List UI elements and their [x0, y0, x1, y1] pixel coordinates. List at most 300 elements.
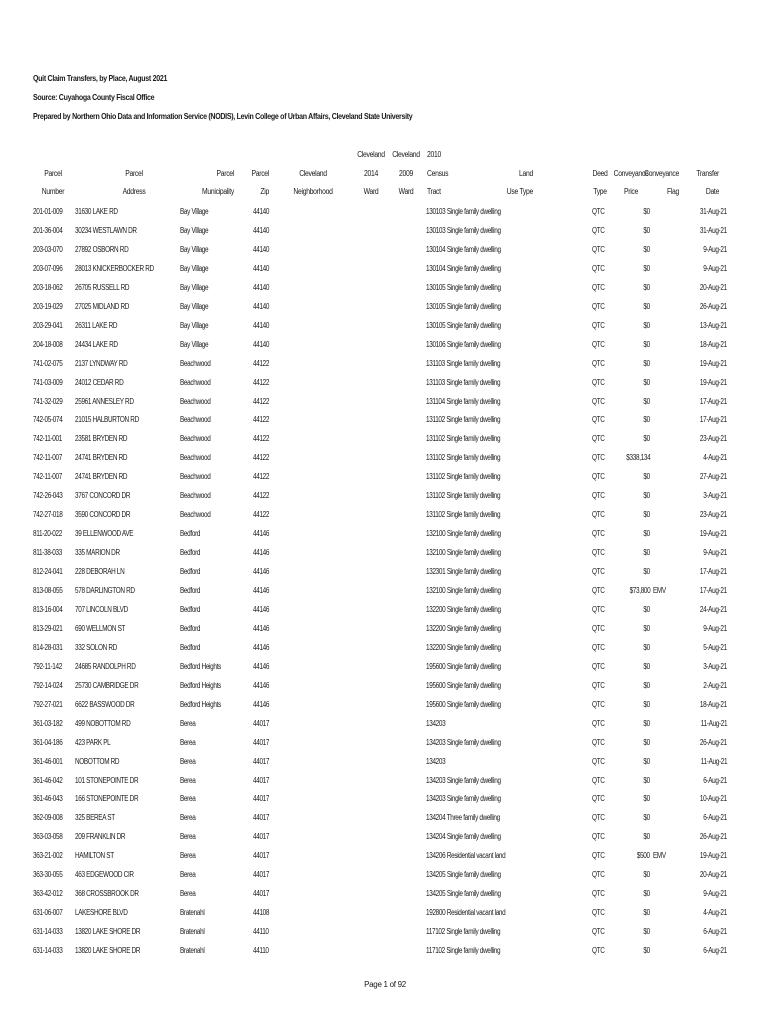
tract-land-use: 134203 [426, 756, 446, 766]
price: $0 [643, 794, 650, 804]
price: $0 [643, 377, 650, 387]
municipality: Berea [180, 813, 196, 823]
parcel-number: 631-14-033 [33, 927, 63, 937]
price: $0 [643, 320, 650, 330]
parcel-number: 361-46-042 [33, 775, 63, 785]
deed-type: QTC [592, 301, 605, 311]
zip: 44146 [253, 699, 270, 709]
column-header-municipality: Municipality [202, 187, 234, 197]
tract-land-use: 130103 Single family dwelling [426, 207, 501, 216]
parcel-number: 814-28-031 [33, 642, 63, 652]
price: $0 [643, 548, 650, 558]
deed-type: QTC [592, 377, 605, 387]
municipality: Beachwood [180, 491, 211, 501]
tract-land-use: 134206 Residential vacant land [426, 851, 506, 861]
municipality: Bedford [180, 586, 201, 595]
price: $0 [643, 661, 650, 671]
deed-type: QTC [592, 358, 605, 368]
tract-land-use: 134204 Three family dwelling [426, 813, 500, 823]
parcel-address: 28013 KNICKERBOCKER RD [75, 263, 154, 273]
zip: 44017 [253, 889, 270, 899]
price: $0 [643, 396, 650, 406]
municipality: Bratenahl [180, 927, 205, 937]
transfer-date: 18-Aug-21 [700, 699, 727, 709]
table-row [0, 203, 770, 222]
transfer-date: 20-Aug-21 [700, 282, 727, 292]
deed-type: QTC [592, 320, 605, 330]
parcel-number: 631-14-033 [33, 946, 63, 956]
parcel-address: 3767 CONCORD DR [75, 491, 131, 501]
deed-type: QTC [592, 472, 605, 482]
deed-type: QTC [592, 396, 605, 406]
parcel-number: 813-16-004 [33, 604, 63, 614]
table-row [0, 715, 770, 734]
transfer-date: 17-Aug-21 [700, 586, 727, 595]
transfer-date: 17-Aug-21 [700, 567, 727, 577]
transfer-date: 23-Aug-21 [700, 510, 727, 520]
transfer-date: 23-Aug-21 [700, 434, 727, 444]
municipality: Bratenahl [180, 946, 205, 956]
report-preparer: Prepared by Northern Ohio Data and Information Service (NODIS), Levin College of Urban Affairs, Cleveland State University [33, 111, 413, 121]
parcel-address: 25730 CAMBRIDGE DR [75, 680, 139, 690]
table-row [0, 658, 770, 677]
parcel-address: 3590 CONCORD DR [75, 510, 131, 520]
zip: 44017 [253, 775, 270, 785]
parcel-number: 361-04-186 [33, 737, 63, 747]
table-row [0, 677, 770, 696]
parcel-number: 742-11-001 [33, 434, 62, 444]
municipality: Berea [180, 851, 196, 861]
transfer-date: 31-Aug-21 [700, 207, 727, 216]
parcel-address: LAKESHORE BLVD [75, 908, 128, 918]
deed-type: QTC [592, 263, 605, 273]
price: $0 [643, 510, 650, 520]
zip: 44146 [253, 680, 270, 690]
deed-type: QTC [592, 207, 605, 216]
table-row [0, 790, 770, 809]
price: $0 [643, 699, 650, 709]
deed-type: QTC [592, 946, 605, 956]
zip: 44140 [253, 244, 270, 254]
parcel-number: 363-03-058 [33, 832, 63, 842]
parcel-number: 792-14-024 [33, 680, 63, 690]
transfer-date: 4-Aug-21 [703, 908, 727, 918]
tract-land-use: 130105 Single family dwelling [426, 282, 501, 292]
deed-type: QTC [592, 434, 605, 444]
price: $0 [643, 737, 650, 747]
tract-land-use: 134203 Single family dwelling [426, 775, 501, 785]
column-header-tract: Census [427, 168, 449, 178]
municipality: Bedford [180, 548, 201, 558]
table-row [0, 942, 770, 961]
deed-type: QTC [592, 623, 605, 633]
municipality: Bedford Heights [180, 699, 221, 709]
parcel-address: 368 CROSSBROOK DR [75, 889, 139, 899]
municipality: Bedford [180, 604, 201, 614]
municipality: Beachwood [180, 377, 211, 387]
tract-land-use: 132100 Single family dwelling [426, 586, 501, 595]
zip: 44110 [253, 927, 269, 937]
municipality: Berea [180, 870, 196, 880]
tract-land-use: 131102 Single family dwelling [426, 415, 501, 425]
parcel-address: 21015 HALBURTON RD [75, 415, 139, 425]
parcel-number: 203-07-096 [33, 263, 63, 273]
table-row [0, 449, 770, 468]
zip: 44122 [253, 472, 270, 482]
table-row [0, 298, 770, 317]
deed-type: QTC [592, 415, 605, 425]
zip: 44108 [253, 908, 270, 918]
tract-land-use: 132200 Single family dwelling [426, 604, 501, 614]
transfer-date: 17-Aug-21 [700, 396, 727, 406]
deed-type: QTC [592, 851, 605, 861]
transfer-date: 26-Aug-21 [700, 737, 727, 747]
zip: 44122 [253, 434, 270, 444]
zip: 44017 [253, 870, 270, 880]
deed-type: QTC [592, 453, 605, 463]
municipality: Beachwood [180, 434, 211, 444]
column-header-deed: Type [593, 187, 607, 197]
parcel-address: 6622 BASSWOOD DR [75, 699, 135, 709]
parcel-address: 2137 LYNDWAY RD [75, 358, 128, 368]
parcel-number: 741-02-075 [33, 358, 63, 368]
tract-land-use: 132200 Single family dwelling [426, 623, 501, 633]
report-title: Quit Claim Transfers, by Place, August 2021 [33, 73, 168, 83]
tract-land-use: 131103 Single family dwelling [426, 377, 501, 387]
price: $0 [643, 434, 650, 444]
municipality: Berea [180, 775, 196, 785]
tract-land-use: 131102 Single family dwelling [426, 453, 501, 463]
deed-type: QTC [592, 889, 605, 899]
municipality: Bedford Heights [180, 680, 221, 690]
municipality: Beachwood [180, 472, 211, 482]
zip: 44140 [253, 339, 270, 349]
parcel-number: 362-09-008 [33, 813, 63, 823]
parcel-address: 25961 ANNESLEY RD [75, 396, 134, 406]
table-row [0, 487, 770, 506]
municipality: Beachwood [180, 396, 211, 406]
parcel-number: 361-46-043 [33, 794, 63, 804]
parcel-address: 325 BEREA ST [75, 813, 115, 823]
zip: 44017 [253, 813, 270, 823]
price: $0 [643, 756, 650, 766]
parcel-number: 811-20-022 [33, 529, 62, 539]
municipality: Berea [180, 737, 196, 747]
price: $0 [643, 832, 650, 842]
tract-land-use: 134203 Single family dwelling [426, 794, 501, 804]
table-row [0, 260, 770, 279]
parcel-number: 203-29-041 [33, 320, 63, 330]
tract-land-use: 131102 Single family dwelling [426, 491, 501, 501]
zip: 44146 [253, 586, 270, 595]
deed-type: QTC [592, 586, 605, 595]
zip: 44146 [253, 623, 270, 633]
table-row [0, 374, 770, 393]
parcel-number: 742-27-018 [33, 510, 63, 520]
parcel-number: 742-05-074 [33, 415, 63, 425]
transfer-date: 4-Aug-21 [703, 453, 727, 463]
deed-type: QTC [592, 567, 605, 577]
parcel-address: 24741 BRYDEN RD [75, 472, 128, 482]
parcel-number: 742-11-007 [33, 472, 62, 482]
zip: 44122 [253, 396, 270, 406]
transfer-date: 3-Aug-21 [703, 491, 727, 501]
zip: 44122 [253, 377, 270, 387]
price: $0 [643, 718, 650, 728]
flag: EMV [653, 586, 666, 595]
column-header-ward2014: 2014 [364, 168, 378, 178]
municipality: Bay Village [180, 320, 209, 330]
parcel-address: 228 DEBORAH LN [75, 567, 125, 577]
price: $500 [637, 851, 650, 861]
tract-land-use: 130104 Single family dwelling [426, 263, 501, 273]
parcel-number: 742-26-043 [33, 491, 63, 501]
transfer-date: 19-Aug-21 [700, 377, 727, 387]
parcel-address: 39 ELLENWOOD AVE [75, 529, 134, 539]
municipality: Berea [180, 756, 196, 766]
table-row [0, 904, 770, 923]
municipality: Bedford [180, 567, 201, 577]
column-header-flag: Flag [666, 187, 679, 197]
parcel-address: 27892 OSBORN RD [75, 244, 129, 254]
transfer-date: 6-Aug-21 [703, 813, 727, 823]
tract-land-use: 134203 [426, 718, 446, 728]
table-row [0, 582, 770, 601]
municipality: Bedford [180, 623, 201, 633]
tract-land-use: 130105 Single family dwelling [426, 320, 501, 330]
parcel-number: 201-36-004 [33, 225, 63, 235]
parcel-number: 201-01-009 [33, 207, 63, 216]
zip: 44140 [253, 301, 270, 311]
deed-type: QTC [592, 908, 605, 918]
transfer-date: 3-Aug-21 [703, 661, 727, 671]
deed-type: QTC [592, 775, 605, 785]
table-row [0, 809, 770, 828]
price: $0 [643, 491, 650, 501]
tract-land-use: 132100 Single family dwelling [426, 529, 501, 539]
page-footer: Page 1 of 92 [364, 980, 406, 989]
tract-land-use: 131103 Single family dwelling [426, 358, 501, 368]
parcel-address: 30234 WESTLAWN DR [75, 225, 137, 235]
deed-type: QTC [592, 737, 605, 747]
municipality: Berea [180, 718, 196, 728]
parcel-number: 741-03-009 [33, 377, 63, 387]
price: $0 [643, 207, 650, 216]
parcel-address: 707 LINCOLN BLVD [75, 604, 128, 614]
price: $0 [643, 642, 650, 652]
price: $0 [643, 225, 650, 235]
column-header-tract: Tract [427, 187, 441, 197]
municipality: Bratenahl [180, 908, 205, 918]
report-source: Source: Cuyahoga County Fiscal Office [33, 92, 155, 102]
tract-land-use: 117102 Single family dwelling [426, 946, 501, 956]
transfer-date: 11-Aug-21 [700, 718, 727, 728]
zip: 44140 [253, 282, 270, 292]
table-row [0, 430, 770, 449]
zip: 44146 [253, 529, 270, 539]
deed-type: QTC [592, 661, 605, 671]
deed-type: QTC [592, 282, 605, 292]
table-row [0, 411, 770, 430]
deed-type: QTC [592, 491, 605, 501]
price: $0 [643, 870, 650, 880]
table-row [0, 563, 770, 582]
zip: 44146 [253, 604, 270, 614]
table-row [0, 772, 770, 791]
tract-land-use: 131102 Single family dwelling [426, 472, 501, 482]
price: $0 [643, 339, 650, 349]
tract-land-use: 134205 Single family dwelling [426, 889, 501, 899]
column-header-ward2014: Ward [363, 187, 379, 197]
table-row [0, 544, 770, 563]
deed-type: QTC [592, 813, 605, 823]
transfer-date: 19-Aug-21 [700, 529, 727, 539]
municipality: Berea [180, 832, 196, 842]
transfer-date: 10-Aug-21 [700, 794, 727, 804]
parcel-address: 26705 RUSSELL RD [75, 282, 130, 292]
table-row [0, 241, 770, 260]
zip: 44140 [253, 207, 270, 216]
transfer-date: 31-Aug-21 [700, 225, 727, 235]
table-row [0, 696, 770, 715]
parcel-address: 24434 LAKE RD [75, 339, 118, 349]
zip: 44146 [253, 642, 270, 652]
price: $0 [643, 472, 650, 482]
deed-type: QTC [592, 927, 605, 937]
parcel-address: NOBOTTOM RD [75, 756, 120, 766]
deed-type: QTC [592, 225, 605, 235]
tract-land-use: 117102 Single family dwelling [426, 927, 501, 937]
column-header-neighborhood: Cleveland [299, 168, 327, 178]
column-header-ward2009: Ward [398, 187, 414, 197]
zip: 44017 [253, 794, 270, 804]
table-row [0, 468, 770, 487]
municipality: Berea [180, 889, 196, 899]
municipality: Bedford [180, 529, 201, 539]
parcel-address: 13820 LAKE SHORE DR [75, 946, 141, 956]
column-header-flag: Conveyance [644, 168, 679, 178]
transfer-date: 13-Aug-21 [700, 320, 727, 330]
parcel-number: 741-32-029 [33, 396, 63, 406]
price: $0 [643, 358, 650, 368]
tract-land-use: 131102 Single family dwelling [426, 434, 501, 444]
price: $0 [643, 623, 650, 633]
table-row [0, 506, 770, 525]
municipality: Beachwood [180, 415, 211, 425]
tract-land-use: 130103 Single family dwelling [426, 225, 501, 235]
parcel-number: 363-21-002 [33, 851, 63, 861]
transfer-date: 27-Aug-21 [700, 472, 727, 482]
transfer-date: 9-Aug-21 [703, 263, 727, 273]
deed-type: QTC [592, 244, 605, 254]
parcel-number: 813-29-021 [33, 623, 63, 633]
transfer-date: 6-Aug-21 [703, 946, 727, 956]
price: $0 [643, 301, 650, 311]
parcel-number: 203-18-062 [33, 282, 63, 292]
transfer-date: 5-Aug-21 [703, 642, 727, 652]
zip: 44017 [253, 737, 270, 747]
zip: 44122 [253, 358, 270, 368]
price: $0 [643, 775, 650, 785]
tract-land-use: 134203 Single family dwelling [426, 737, 501, 747]
municipality: Bay Village [180, 263, 209, 273]
table-row [0, 336, 770, 355]
tract-land-use: 131102 Single family dwelling [426, 510, 501, 520]
tract-land-use: 132100 Single family dwelling [426, 548, 501, 558]
table-row [0, 317, 770, 336]
municipality: Beachwood [180, 453, 211, 463]
deed-type: QTC [592, 756, 605, 766]
table-row [0, 601, 770, 620]
municipality: Bedford [180, 642, 201, 652]
price: $0 [643, 567, 650, 577]
transfer-date: 11-Aug-21 [700, 756, 727, 766]
tract-land-use: 132200 Single family dwelling [426, 642, 501, 652]
tract-land-use: 195600 Single family dwelling [426, 661, 501, 671]
table-row [0, 753, 770, 772]
parcel-address: 578 DARLINGTON RD [75, 586, 135, 595]
parcel-number: 204-18-008 [33, 339, 63, 349]
zip: 44017 [253, 832, 270, 842]
parcel-number: 361-46-001 [33, 756, 63, 766]
column-header-zip: Parcel [251, 168, 269, 178]
parcel-address: 101 STONEPOINTE DR [75, 775, 139, 785]
price: $0 [643, 927, 650, 937]
parcel-number: 792-11-142 [33, 661, 62, 671]
parcel-address: 209 FRANKLIN DR [75, 832, 126, 842]
transfer-date: 6-Aug-21 [703, 927, 727, 937]
municipality: Bay Village [180, 339, 209, 349]
column-header-deed: Deed [592, 168, 608, 178]
column-header-land-use: Land [519, 168, 533, 178]
deed-type: QTC [592, 699, 605, 709]
zip: 44017 [253, 718, 270, 728]
column-header-municipality: Parcel [216, 168, 234, 178]
column-header-parcel-number: Parcel [44, 168, 62, 178]
municipality: Berea [180, 794, 196, 804]
parcel-address: 166 STONEPOINTE DR [75, 794, 139, 804]
parcel-address: HAMILTON ST [75, 851, 114, 861]
table-row [0, 866, 770, 885]
parcel-address: 690 WELLMON ST [75, 623, 126, 633]
price: $0 [643, 263, 650, 273]
column-header-parcel-address: Parcel [125, 168, 143, 178]
tract-land-use: 131104 Single family dwelling [426, 396, 501, 406]
parcel-number: 813-08-055 [33, 586, 63, 595]
deed-type: QTC [592, 529, 605, 539]
parcel-number: 203-19-029 [33, 301, 63, 311]
price: $0 [643, 529, 650, 539]
tract-land-use: 134205 Single family dwelling [426, 870, 501, 880]
tract-land-use: 134204 Single family dwelling [426, 832, 501, 842]
price: $0 [643, 604, 650, 614]
table-row [0, 828, 770, 847]
parcel-number: 363-42-012 [33, 889, 63, 899]
zip: 44146 [253, 661, 270, 671]
parcel-number: 631-06-007 [33, 908, 63, 918]
transfer-date: 9-Aug-21 [703, 244, 727, 254]
transfer-date: 26-Aug-21 [700, 832, 727, 842]
zip: 44110 [253, 946, 269, 956]
transfer-date: 2-Aug-21 [703, 680, 727, 690]
zip: 44122 [253, 415, 270, 425]
price: $73,800 [629, 586, 650, 595]
parcel-address: 23581 BRYDEN RD [75, 434, 128, 444]
parcel-address: 24012 CEDAR RD [75, 377, 124, 387]
transfer-date: 24-Aug-21 [700, 604, 727, 614]
parcel-number: 203-03-070 [33, 244, 63, 254]
deed-type: QTC [592, 870, 605, 880]
